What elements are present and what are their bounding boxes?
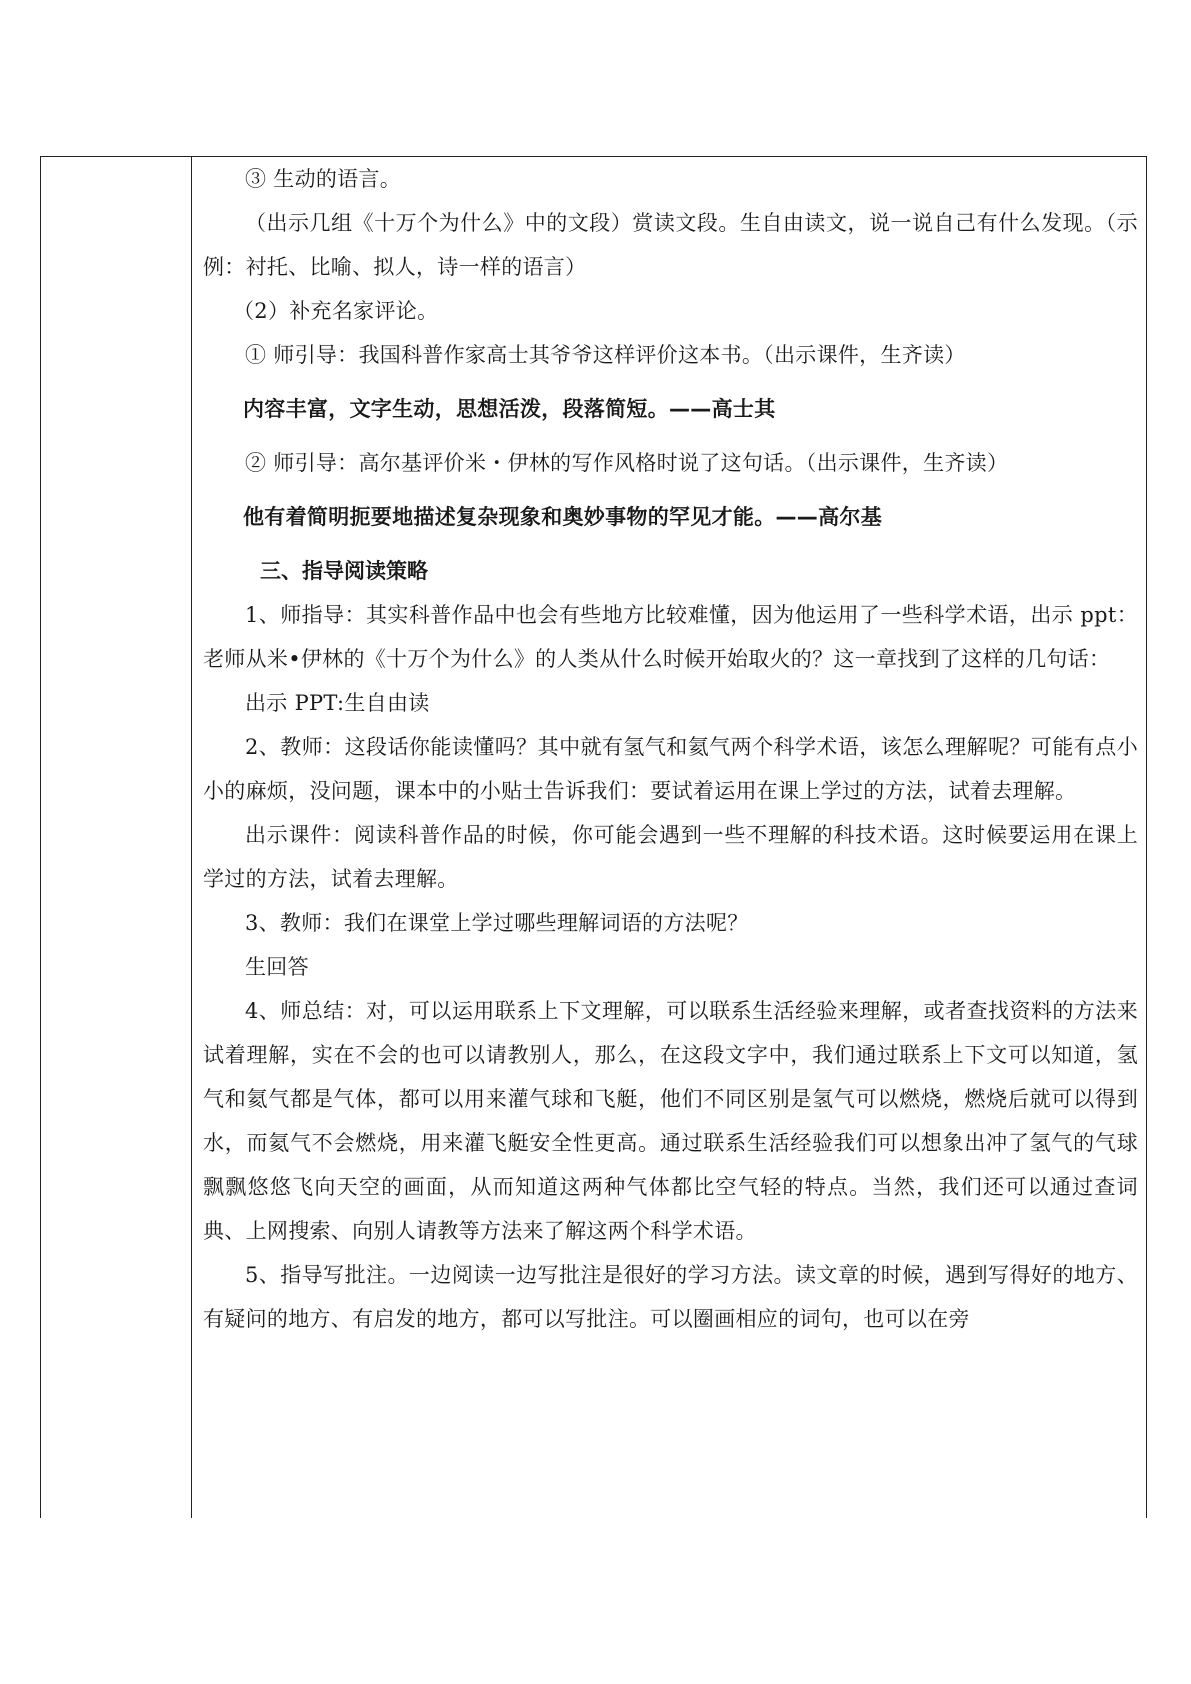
paragraph: ③ 生动的语言。 (245, 167, 402, 191)
paragraph: 生回答 (245, 955, 309, 979)
quote-gorky: 他有着简明扼要地描述复杂现象和奥妙事物的罕见才能。——高尔基 (243, 505, 882, 529)
section-title: 三、指导阅读策略 (260, 559, 428, 583)
paragraph: （出示几组《十万个为什么》中的文段）赏读文段。生自由读文，说一说自己有什么发现。（示例：衬托、比喻、拟人，诗一样的语言） (203, 211, 1138, 279)
lesson-table (40, 156, 1147, 1518)
paragraph: ① 师引导：我国科普作家高士其爷爷这样评价这本书。（出示课件，生齐读） (245, 343, 966, 367)
paragraph: 出示 PPT:生自由读 (245, 691, 430, 715)
content-cell (203, 157, 1138, 1341)
paragraph: 出示课件：阅读科普作品的时候，你可能会遇到一些不理解的科技术语。这时候要运用在课上学过的方法，试着去理解。 (203, 823, 1138, 891)
paragraph: 4、师总结：对，可以运用联系上下文理解，可以联系生活经验来理解，或者查找资料的方法来试着理解，实在不会的也可以请教别人，那么，在这段文字中，我们通过联系上下文可以知道，氢气和氦气都是气体，都可以用来灌气球和飞艇，他们不同区别是氢气可以燃烧，燃烧后就可以得到水，而氦气不会燃烧，用来灌飞艇安全性更高。通过联系生活经验我们可以想象出冲了氢气的气球飘飘悠悠飞向天空的画面，从而知道这两种气体都比空气轻的特点。当然，我们还可以通过查词典、上网搜索、向别人请教等方法来了解这两个科学术语。 (203, 999, 1138, 1243)
paragraph: 5、指导写批注。一边阅读一边写批注是很好的学习方法。读文章的时候，遇到写得好的地方、有疑问的地方、有启发的地方，都可以写批注。可以圈画相应的词句，也可以在旁 (203, 1263, 1138, 1331)
paragraph: （2）补充名家评论。 (233, 299, 439, 323)
paragraph: ② 师引导：高尔基评价米・伊林的写作风格时说了这句话。（出示课件，生齐读） (245, 451, 1009, 475)
left-column-cell (41, 157, 192, 1518)
paragraph: 2、教师：这段话你能读懂吗？其中就有氢气和氦气两个科学术语，该怎么理解呢？可能有点小小的麻烦，没问题，课本中的小贴士告诉我们：要试着运用在课上学过的方法，试着去理解。 (203, 735, 1138, 803)
paragraph: 3、教师：我们在课堂上学过哪些理解词语的方法呢？ (245, 911, 749, 935)
paragraph: 1、师指导：其实科普作品中也会有些地方比较难懂，因为他运用了一些科学术语，出示 ppt：老师从米•伊林的《十万个为什么》的人类从什么时候开始取火的？这一章找到了这样的几句话： (203, 603, 1138, 671)
quote-gao-shiqi: 内容丰富，文字生动，思想活泼，段落简短。——高士其 (243, 397, 776, 421)
